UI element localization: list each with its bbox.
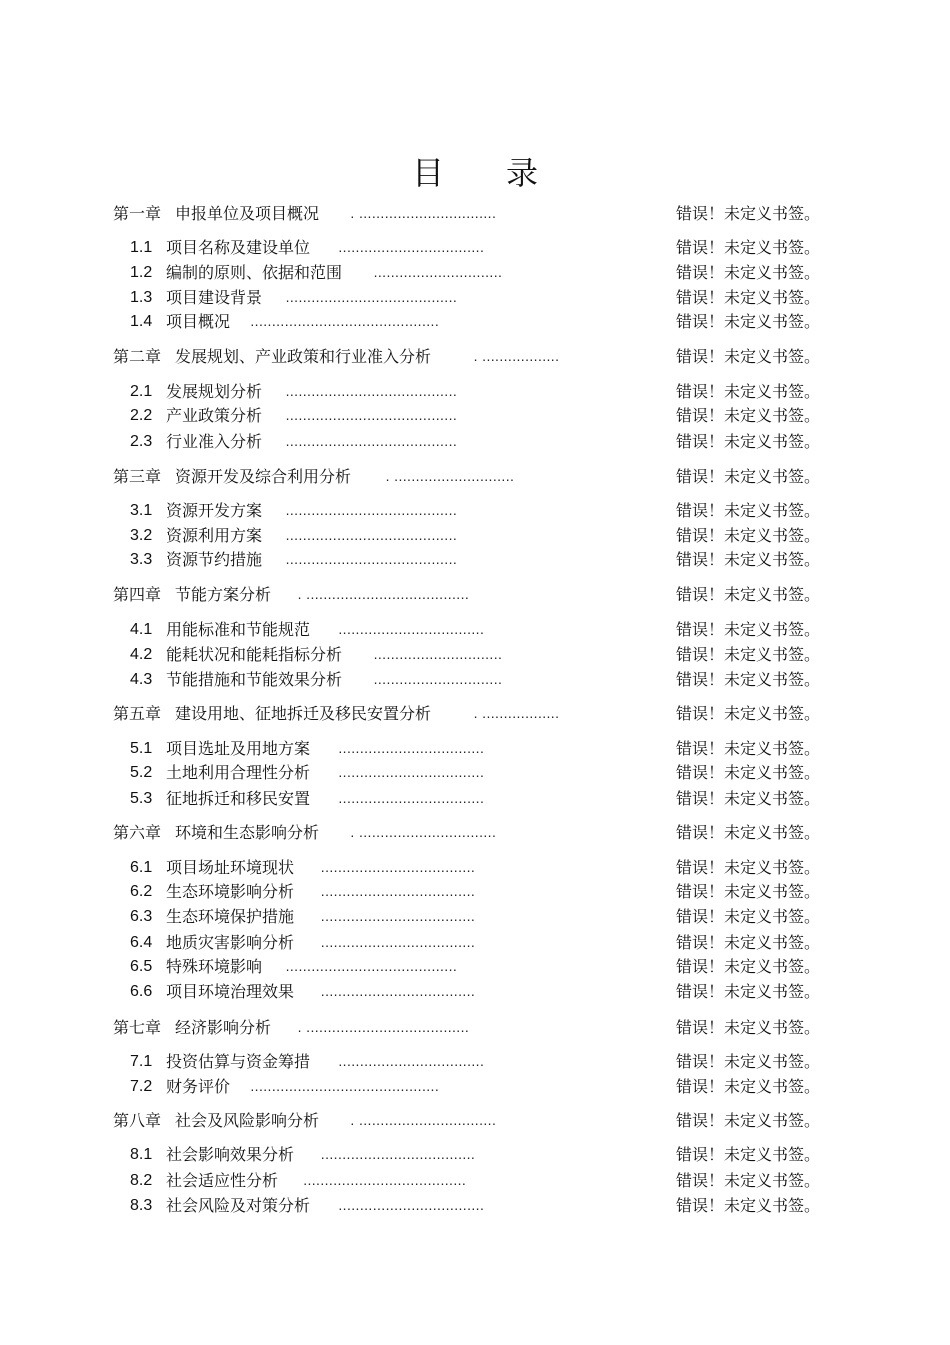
section-number: 5.3 — [130, 790, 153, 807]
dot-leader: .............................. — [373, 646, 503, 662]
toc-section-row[interactable] — [0, 311, 950, 333]
section-title: 项目选址及用地方案 — [166, 739, 311, 758]
toc-section-row[interactable] — [0, 762, 950, 784]
page-reference: 错误！未定义书签。 — [676, 526, 821, 545]
section-title: 项目场址环境现状 — [166, 858, 295, 877]
section-title: 生态环境影响分析 — [166, 882, 295, 901]
dot-leader: ........................................ — [285, 289, 458, 305]
page-reference: 错误！未定义书签。 — [676, 645, 821, 664]
section-number: 2.1 — [130, 383, 153, 400]
page-reference: 错误！未定义书签。 — [676, 238, 821, 257]
dot-leader: .............................. — [373, 671, 503, 687]
toc-chapter-row[interactable] — [0, 466, 950, 488]
dot-leader: . ............................ — [385, 468, 515, 484]
page-reference: 错误！未定义书签。 — [676, 858, 821, 877]
dot-leader: ............................................ — [250, 1078, 440, 1094]
page-reference: 错误！未定义书签。 — [676, 585, 821, 604]
section-number: 6.6 — [130, 983, 153, 1000]
section-title: 编制的原则、依据和范围 — [166, 263, 343, 282]
page-reference: 错误！未定义书签。 — [676, 382, 821, 401]
toc-chapter-row[interactable] — [0, 1017, 950, 1039]
chapter-label: 第一章 — [113, 204, 162, 223]
section-title: 行业准入分析 — [166, 432, 263, 451]
toc-section-row[interactable] — [0, 525, 950, 547]
page-reference: 错误！未定义书签。 — [676, 982, 821, 1001]
toc-chapter-row[interactable] — [0, 1110, 950, 1132]
page-reference: 错误！未定义书签。 — [676, 204, 821, 223]
page-reference: 错误！未定义书签。 — [676, 933, 821, 952]
chapter-label: 第四章 — [113, 585, 162, 604]
toc-section-row[interactable] — [0, 262, 950, 284]
page-title — [0, 148, 950, 194]
dot-leader: .................................. — [338, 621, 485, 637]
toc-section-row[interactable] — [0, 981, 950, 1003]
chapter-label: 第七章 — [113, 1018, 162, 1037]
section-number: 1.4 — [130, 313, 153, 330]
toc-chapter-row[interactable] — [0, 822, 950, 844]
section-number: 3.1 — [130, 502, 153, 519]
page-reference: 错误！未定义书签。 — [676, 907, 821, 926]
toc-chapter-row[interactable] — [0, 346, 950, 368]
section-number: 1.1 — [130, 239, 153, 256]
toc-section-row[interactable] — [0, 906, 950, 928]
section-title: 财务评价 — [166, 1077, 231, 1096]
dot-leader: .................................. — [338, 1053, 485, 1069]
dot-leader: ........................................ — [285, 502, 458, 518]
page-reference: 错误！未定义书签。 — [676, 1171, 821, 1190]
dot-leader: . ...................................... — [297, 586, 470, 602]
page-reference: 错误！未定义书签。 — [676, 550, 821, 569]
toc-chapter-row[interactable] — [0, 584, 950, 606]
page-reference: 错误！未定义书签。 — [676, 704, 821, 723]
section-number: 6.3 — [130, 908, 153, 925]
section-title: 特殊环境影响 — [166, 957, 263, 976]
section-number: 8.3 — [130, 1197, 153, 1214]
page-reference: 错误！未定义书签。 — [676, 347, 821, 366]
section-title: 社会影响效果分析 — [166, 1145, 295, 1164]
section-number: 8.1 — [130, 1146, 153, 1163]
dot-leader: .................................... — [320, 934, 476, 950]
section-title: 用能标准和节能规范 — [166, 620, 311, 639]
dot-leader: .................................. — [338, 1197, 485, 1213]
toc-section-row[interactable] — [0, 1195, 950, 1217]
toc-section-row[interactable] — [0, 788, 950, 810]
section-title: 资源利用方案 — [166, 526, 263, 545]
chapter-label: 第六章 — [113, 823, 162, 842]
section-title: 生态环境保护措施 — [166, 907, 295, 926]
toc-section-row[interactable] — [0, 644, 950, 666]
dot-leader: . ...................................... — [297, 1019, 470, 1035]
dot-leader: ........................................ — [285, 407, 458, 423]
toc-section-row[interactable] — [0, 549, 950, 571]
page-reference: 错误！未定义书签。 — [676, 1052, 821, 1071]
dot-leader: . ................................ — [350, 1112, 497, 1128]
page-reference: 错误！未定义书签。 — [676, 789, 821, 808]
toc-section-row[interactable] — [0, 956, 950, 978]
page-reference: 错误！未定义书签。 — [676, 823, 821, 842]
dot-leader: .................................. — [338, 239, 485, 255]
page-reference: 错误！未定义书签。 — [676, 288, 821, 307]
toc-section-row[interactable] — [0, 857, 950, 879]
section-title: 征地拆迁和移民安置 — [166, 789, 311, 808]
toc-section-row[interactable] — [0, 932, 950, 954]
dot-leader: . .................. — [473, 348, 560, 364]
dot-leader: . .................. — [473, 705, 560, 721]
section-title: 节能措施和节能效果分析 — [166, 670, 343, 689]
dot-leader: . ................................ — [350, 824, 497, 840]
toc-section-row[interactable] — [0, 500, 950, 522]
page-reference: 错误！未定义书签。 — [676, 670, 821, 689]
section-number: 4.1 — [130, 621, 153, 638]
chapter-title — [113, 584, 271, 606]
section-number: 7.1 — [130, 1053, 153, 1070]
chapter-title — [113, 1017, 271, 1039]
page-reference: 错误！未定义书签。 — [676, 1018, 821, 1037]
chapter-label: 第八章 — [113, 1111, 162, 1130]
dot-leader: . ................................ — [350, 205, 497, 221]
chapter-label: 第二章 — [113, 347, 162, 366]
toc-section-row[interactable] — [0, 381, 950, 403]
page-reference: 错误！未定义书签。 — [676, 501, 821, 520]
section-title: 投资估算与资金筹措 — [166, 1052, 311, 1071]
page-reference: 错误！未定义书签。 — [676, 763, 821, 782]
section-number: 4.3 — [130, 671, 153, 688]
section-title: 资源节约措施 — [166, 550, 263, 569]
page-reference: 错误！未定义书签。 — [676, 467, 821, 486]
section-number: 4.2 — [130, 646, 153, 663]
page-reference: 错误！未定义书签。 — [676, 1077, 821, 1096]
dot-leader: .................................... — [320, 859, 476, 875]
section-number: 8.2 — [130, 1172, 153, 1189]
section-title: 土地利用合理性分析 — [166, 763, 311, 782]
chapter-text: 申报单位及项目概况 — [175, 204, 320, 223]
section-number: 3.2 — [130, 527, 153, 544]
section-title: 地质灾害影响分析 — [166, 933, 295, 952]
dot-leader: ........................................ — [285, 958, 458, 974]
chapter-title — [113, 203, 319, 225]
section-number: 6.1 — [130, 859, 153, 876]
dot-leader: .................................... — [320, 908, 476, 924]
page-reference: 错误！未定义书签。 — [676, 432, 821, 451]
chapter-text: 发展规划、产业政策和行业准入分析 — [175, 347, 432, 366]
section-number: 1.2 — [130, 264, 153, 281]
dot-leader: .................................... — [320, 883, 476, 899]
section-number: 7.2 — [130, 1078, 153, 1095]
section-number: 5.2 — [130, 764, 153, 781]
toc-section-row[interactable] — [0, 669, 950, 691]
dot-leader: .................................... — [320, 1146, 476, 1162]
section-title: 社会风险及对策分析 — [166, 1196, 311, 1215]
chapter-text: 建设用地、征地拆迁及移民安置分析 — [175, 704, 432, 723]
section-title: 项目建设背景 — [166, 288, 263, 307]
toc-section-row[interactable] — [0, 237, 950, 259]
section-number: 2.2 — [130, 407, 153, 424]
chapter-label: 第五章 — [113, 704, 162, 723]
page-reference: 错误！未定义书签。 — [676, 406, 821, 425]
section-title: 能耗状况和能耗指标分析 — [166, 645, 343, 664]
chapter-title — [113, 346, 431, 368]
dot-leader: ............................................ — [250, 313, 440, 329]
chapter-title — [113, 822, 319, 844]
toc-section-row[interactable] — [0, 881, 950, 903]
dot-leader: ........................................ — [285, 383, 458, 399]
dot-leader: .................................. — [338, 764, 485, 780]
toc-chapter-row[interactable] — [0, 703, 950, 725]
section-title: 社会适应性分析 — [166, 1171, 279, 1190]
toc-section-row[interactable] — [0, 1051, 950, 1073]
toc-section-row[interactable] — [0, 287, 950, 309]
page-reference: 错误！未定义书签。 — [676, 882, 821, 901]
page-reference: 错误！未定义书签。 — [676, 263, 821, 282]
toc-section-row[interactable] — [0, 1170, 950, 1192]
section-number: 6.5 — [130, 958, 153, 975]
section-title: 产业政策分析 — [166, 406, 263, 425]
page-reference: 错误！未定义书签。 — [676, 1111, 821, 1130]
section-number: 5.1 — [130, 740, 153, 757]
toc-section-row[interactable] — [0, 405, 950, 427]
page-reference: 错误！未定义书签。 — [676, 1196, 821, 1215]
chapter-text: 资源开发及综合利用分析 — [175, 467, 352, 486]
section-title: 项目环境治理效果 — [166, 982, 295, 1001]
chapter-title — [113, 703, 431, 725]
toc-chapter-row[interactable] — [0, 203, 950, 225]
toc-section-row[interactable] — [0, 738, 950, 760]
section-title: 发展规划分析 — [166, 382, 263, 401]
dot-leader: .............................. — [373, 264, 503, 280]
chapter-label: 第三章 — [113, 467, 162, 486]
page-reference: 错误！未定义书签。 — [676, 957, 821, 976]
section-number: 6.2 — [130, 883, 153, 900]
chapter-text: 经济影响分析 — [175, 1018, 272, 1037]
toc-section-row[interactable] — [0, 1144, 950, 1166]
chapter-text: 社会及风险影响分析 — [175, 1111, 320, 1130]
section-title: 项目名称及建设单位 — [166, 238, 311, 257]
toc-section-row[interactable] — [0, 619, 950, 641]
page-reference: 错误！未定义书签。 — [676, 312, 821, 331]
dot-leader: ........................................ — [285, 551, 458, 567]
section-number: 3.3 — [130, 551, 153, 568]
page-reference: 错误！未定义书签。 — [676, 739, 821, 758]
toc-section-row[interactable] — [0, 1076, 950, 1098]
section-title: 项目概况 — [166, 312, 231, 331]
dot-leader: .................................. — [338, 790, 485, 806]
title-char-1: 目 — [411, 154, 444, 192]
section-number: 6.4 — [130, 934, 153, 951]
page-reference: 错误！未定义书签。 — [676, 620, 821, 639]
toc-section-row[interactable] — [0, 431, 950, 453]
section-number: 2.3 — [130, 433, 153, 450]
chapter-title — [113, 466, 351, 488]
title-char-2: 录 — [506, 154, 539, 192]
chapter-text: 节能方案分析 — [175, 585, 272, 604]
chapter-title — [113, 1110, 319, 1132]
dot-leader: .................................... — [320, 983, 476, 999]
dot-leader: ...................................... — [303, 1172, 467, 1188]
section-title: 资源开发方案 — [166, 501, 263, 520]
dot-leader: ........................................ — [285, 433, 458, 449]
chapter-text: 环境和生态影响分析 — [175, 823, 320, 842]
section-number: 1.3 — [130, 289, 153, 306]
dot-leader: .................................. — [338, 740, 485, 756]
page-reference: 错误！未定义书签。 — [676, 1145, 821, 1164]
dot-leader: ........................................ — [285, 527, 458, 543]
